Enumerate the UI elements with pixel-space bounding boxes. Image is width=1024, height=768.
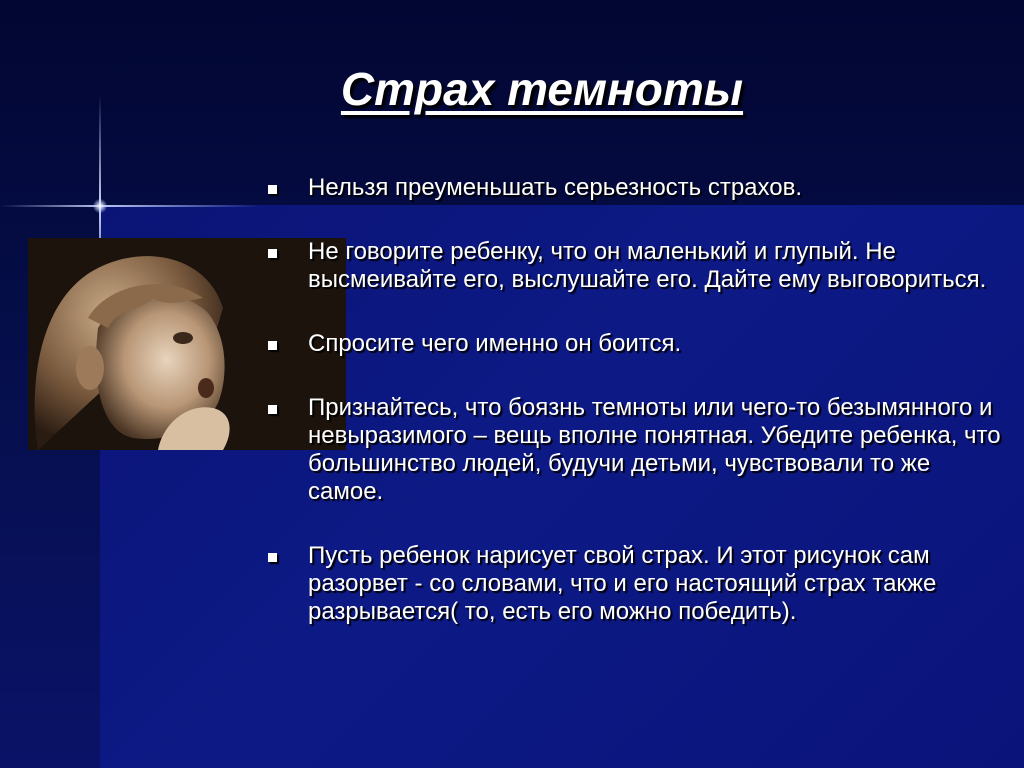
star-horizontal-ray xyxy=(0,205,260,207)
bullet-text: Признайтесь, что боязнь темноты или чего-то безымянного и невыразимого – вещь вполне понятная. Убедите ребенка, что большинство людей, будучи детьми, чувствовали то же самое. xyxy=(308,394,1001,505)
square-bullet-icon xyxy=(268,185,277,194)
bullet-item xyxy=(268,238,1010,294)
bullet-text: Спросите чего именно он боится. xyxy=(308,330,682,357)
square-bullet-icon xyxy=(268,553,277,562)
slide-title: Страх темноты xyxy=(340,63,744,115)
bullet-text: Нельзя преуменьшать серьезность страхов. xyxy=(308,174,803,201)
square-bullet-icon xyxy=(268,341,277,350)
star-core xyxy=(93,199,107,213)
bullet-item xyxy=(268,542,1010,626)
bullet-list xyxy=(268,174,1010,662)
bullet-item xyxy=(268,394,1010,506)
bullet-item xyxy=(268,330,1010,358)
bullet-item xyxy=(268,174,1010,202)
slide-title-container xyxy=(0,62,1024,116)
square-bullet-icon xyxy=(268,405,277,414)
square-bullet-icon xyxy=(268,249,277,258)
bullet-text: Пусть ребенок нарисует свой страх. И этот рисунок сам разорвет - со словами, что и его настоящий страх также разрывается( то, есть его можно победить). xyxy=(308,542,937,625)
bullet-text: Не говорите ребенку, что он маленький и глупый. Не высмеивайте его, выслушайте его. Дайте ему выговориться. xyxy=(308,238,987,293)
